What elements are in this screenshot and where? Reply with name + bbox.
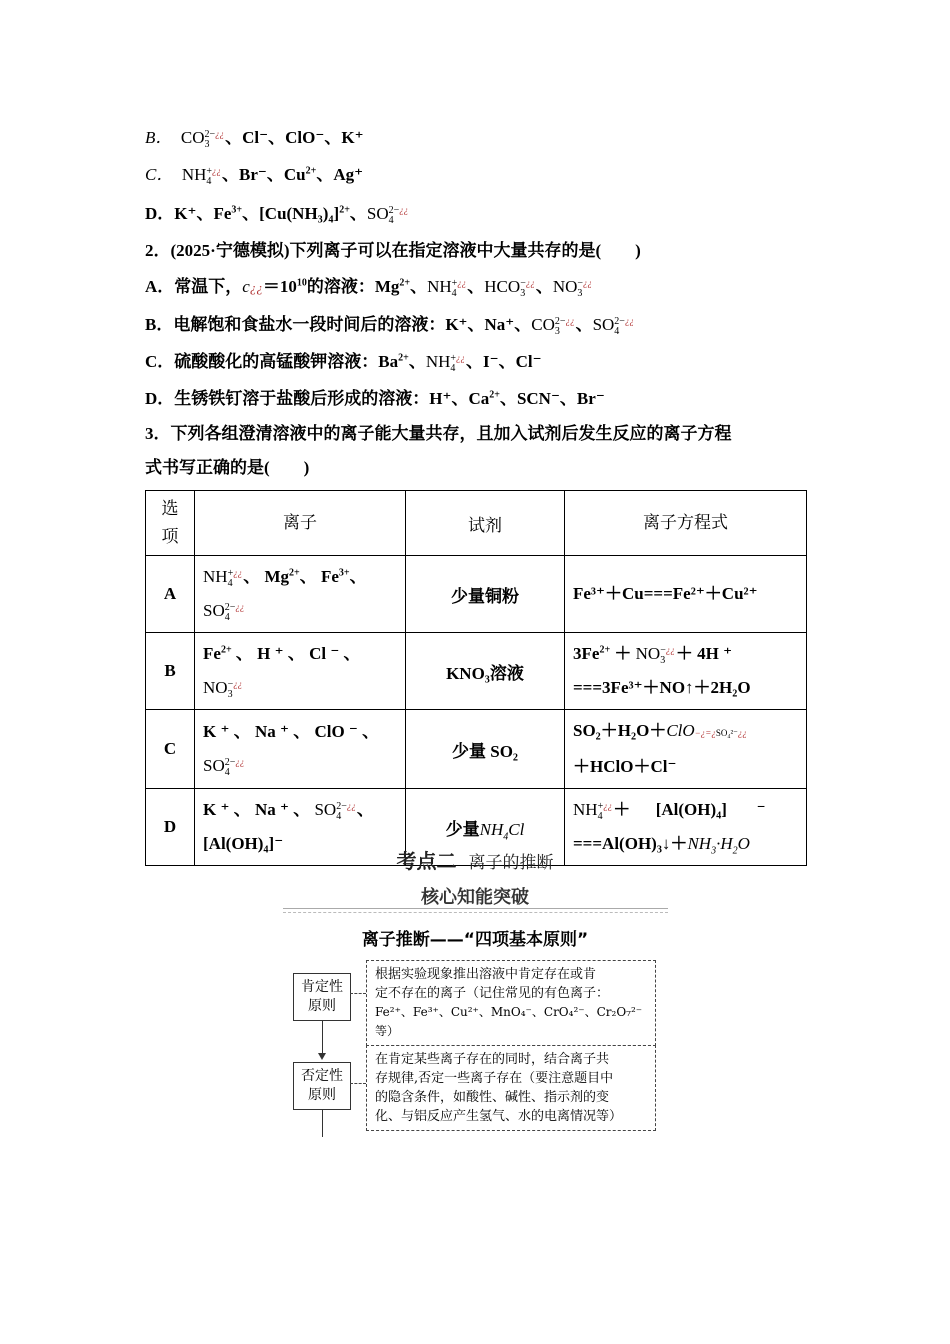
row-equation: NH +¿¿ 4 ＋ [Al(OH)₄] ⁻ $===Al(OH)_3↓+NH_3\cdot H_2O$	[565, 789, 807, 866]
banner-divider	[283, 908, 668, 913]
header-option: 选项	[146, 491, 195, 556]
q1-option-b: B． CO 2−¿¿ 3 、Cl⁻、ClO⁻、K⁺	[145, 128, 364, 150]
row-ions: $Fe^{2+}$ 、 H ⁺ 、 Cl ⁻ 、 NO −¿¿ 3	[195, 633, 406, 710]
row-option: A	[146, 556, 195, 633]
q3-stem-line2: 式书写正确的是( )	[145, 458, 310, 477]
principle-title: 离子推断——“四项基本原则”	[361, 930, 589, 950]
connector	[350, 993, 366, 994]
row-ions: NH +¿¿ 4 、 $Mg^{2+}$、 $Fe^{3+}$、 SO 2−¿¿ 4	[195, 556, 406, 633]
node-negative-principle: 否定性 原则	[293, 1062, 351, 1110]
row-equation: $3Fe^{2+}$ ＋ NO −¿¿ 3 ＋ 4H ⁺ ===3Fe³⁺＋NO↑＋2H₂O	[565, 633, 807, 710]
q2-option-a: A．常温下，$c¿¿=10^{10}$的溶液：$Mg^{2+}$、NH +¿¿ 4 、HCO −¿¿ 3 、NO −¿¿ 3	[145, 277, 593, 299]
q2-option-d: D．生锈铁钉溶于盐酸后形成的溶液：H⁺、$Ca^{2+}$、SCN⁻、Br⁻	[145, 389, 605, 408]
q3-stem-line1: 3．下列各组澄清溶液中的离子能大量共存，且加入试剂后发生反应的离子方程	[145, 424, 732, 443]
q2-stem: 2．(2025·宁德模拟)下列离子可以在指定溶液中大量共存的是( )	[145, 241, 641, 260]
row-equation: Fe³⁺＋Cu===Fe²⁺＋Cu²⁺	[565, 556, 807, 633]
q1-option-d: D．K⁺、$Fe^{3+}$、$[Cu(NH_3)_4]^{2+}$、SO 2−¿¿ 4	[145, 204, 409, 226]
q1-option-c: C． NH +¿¿ 4 、Br⁻、$Cu^{2+}$、Ag⁺	[145, 165, 364, 187]
row-reagent: 少量 SO₂	[406, 710, 565, 789]
row-ions: K ⁺ 、 Na ⁺ 、 SO 2−¿¿ 4 、 [Al(OH)₄]⁻	[195, 789, 406, 866]
header-equation: 离子方程式	[565, 491, 807, 556]
options-table	[145, 490, 807, 866]
q2-option-c: C．硫酸酸化的高锰酸钾溶液：$Ba^{2+}$、NH +¿¿ 4 、I⁻、Cl⁻	[145, 352, 542, 374]
row-reagent: KNO₃溶液	[406, 633, 565, 710]
row-option: B	[146, 633, 195, 710]
row-reagent: 少量$NH_4Cl$	[406, 789, 565, 866]
desc-negative: 在肯定某些离子存在的同时，结合离子共 存规律,否定一些离子存在（要注意题目中 的隐含条件，如酸性、碱性、指示剂的变 化、与铝反应产生氢气、水的电离情况等）	[366, 1045, 656, 1131]
section-banner: 核心知能突破	[421, 887, 529, 908]
table-row	[146, 556, 807, 633]
section-title: 考点二 离子的推断	[396, 849, 554, 873]
flow-line	[322, 1020, 323, 1056]
table-row	[146, 633, 807, 710]
q2-option-b: B．电解饱和食盐水一段时间后的溶液：K⁺、Na⁺、CO 2−¿¿ 3 、SO 2−¿¿ 4	[145, 315, 634, 337]
row-equation: SO₂＋H₂O＋ClO−¿=¿SO₄²⁻¿¿ ＋HClO＋Cl⁻	[565, 710, 807, 789]
row-ions: K ⁺ 、 Na ⁺ 、 ClO ⁻ 、 SO 2−¿¿ 4	[195, 710, 406, 789]
header-ions: 离子	[195, 491, 406, 556]
table-header-row	[146, 491, 807, 556]
flow-line	[322, 1109, 323, 1137]
connector	[350, 1083, 366, 1084]
section-subtitle: 离子的推断	[468, 853, 554, 873]
desc-affirmative: 根据实验现象推出溶液中肯定存在或肯 定不存在的离子（记住常见的有色离子： Fe²⁺、Fe³⁺、Cu²⁺、MnO₄⁻、CrO₄²⁻、Cr₂O₇²⁻等）	[366, 960, 656, 1046]
arrow-down-icon	[318, 1053, 326, 1060]
table-row	[146, 710, 807, 789]
row-option: D	[146, 789, 195, 866]
row-reagent: 少量铜粉	[406, 556, 565, 633]
header-reagent: 试剂	[406, 491, 565, 556]
node-affirmative-principle: 肯定性 原则	[293, 973, 351, 1021]
row-option: C	[146, 710, 195, 789]
